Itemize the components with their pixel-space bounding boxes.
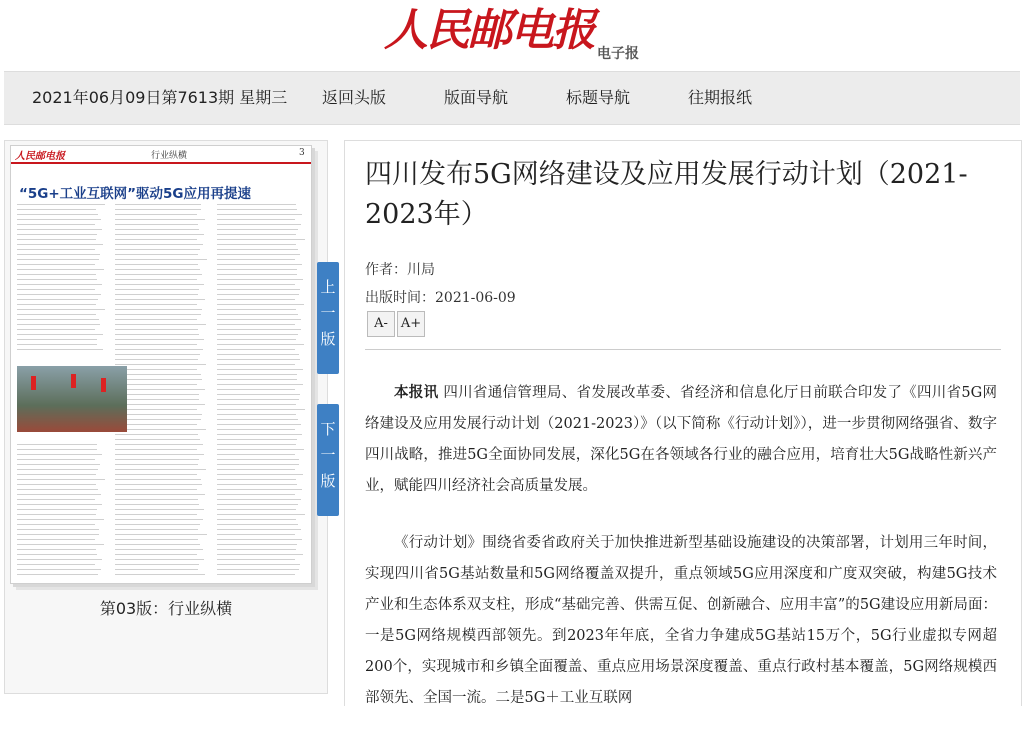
text-line (217, 404, 296, 405)
text-line (217, 574, 295, 575)
text-line (217, 299, 295, 300)
text-line (17, 464, 100, 465)
text-line (17, 334, 103, 335)
text-line (115, 354, 200, 355)
text-line (17, 479, 105, 480)
text-line (115, 379, 202, 380)
text-line (115, 374, 201, 375)
text-line (217, 409, 305, 410)
text-line (115, 359, 198, 360)
text-line (17, 214, 98, 215)
article-title: 四川发布5G网络建设及应用发展行动计划（2021-2023年） (365, 159, 968, 230)
text-line (17, 494, 101, 495)
previous-page-button[interactable] (317, 262, 339, 374)
flag-icon (31, 376, 36, 390)
text-line (217, 474, 303, 475)
page-button-char: 一 (320, 304, 336, 322)
text-line (115, 259, 207, 260)
text-line (115, 524, 200, 525)
article-divider (365, 349, 1001, 350)
text-line (217, 444, 296, 445)
text-line (115, 564, 199, 565)
text-line (115, 229, 199, 230)
text-line (115, 254, 198, 255)
text-line (17, 549, 96, 550)
text-line (115, 404, 205, 405)
text-line (217, 514, 305, 515)
text-line (217, 524, 298, 525)
text-line (17, 499, 95, 500)
text-line (115, 349, 203, 350)
text-line (217, 334, 298, 335)
text-line (115, 479, 201, 480)
text-line (217, 339, 296, 340)
text-line (217, 554, 303, 555)
text-line (217, 244, 296, 245)
article-paragraph-text: 四川省通信管理局、省发展改革委、省经济和信息化厅日前联合印发了《四川省5G网络建设及应用发展行动计划（2021-2023）》（以下简称《行动计划》），进一步贯彻网络强省、数字四川战略，推进5G全面协同发展，深化5G在各领域各行业的融合应用，培育壮大5G战略性新兴产业，赋能四川经济社会高质量发展。 (365, 385, 997, 494)
text-line (115, 429, 206, 430)
nav-past-issues[interactable]: 往期报纸 (688, 88, 753, 107)
text-line (217, 434, 302, 435)
text-line (115, 334, 199, 335)
text-line (17, 569, 101, 570)
text-line (17, 279, 97, 280)
text-line (217, 464, 299, 465)
flag-icon (101, 378, 106, 392)
text-line (217, 329, 301, 330)
text-line (17, 544, 104, 545)
page-thumbnail-panel (4, 140, 328, 694)
text-line (115, 549, 203, 550)
text-line (17, 574, 98, 575)
text-line (217, 459, 299, 460)
article-paragraph (365, 377, 997, 502)
nav-page-navigation[interactable]: 版面导航 (444, 88, 509, 107)
text-line (217, 489, 302, 490)
text-line (217, 304, 304, 305)
text-line (17, 304, 96, 305)
page-button-char: 一 (320, 446, 336, 464)
text-line (217, 359, 300, 360)
text-line (17, 449, 97, 450)
text-line (115, 499, 198, 500)
text-line (217, 224, 301, 225)
text-line (115, 414, 202, 415)
text-line (217, 529, 301, 530)
text-line (17, 239, 96, 240)
text-line (17, 314, 96, 315)
text-line (115, 454, 204, 455)
text-line (115, 269, 200, 270)
text-line (115, 314, 201, 315)
text-line (17, 294, 101, 295)
text-line (217, 274, 297, 275)
text-line (17, 489, 98, 490)
font-decrease-button[interactable]: A- (367, 311, 395, 337)
text-line (17, 259, 99, 260)
text-line (17, 264, 95, 265)
text-line (17, 534, 99, 535)
page-thumbnail[interactable] (10, 145, 312, 584)
nav-back-to-front-page[interactable]: 返回头版 (322, 88, 387, 107)
article-date: 出版时间：2021-06-09 (365, 290, 516, 306)
text-line (217, 264, 302, 265)
text-line (115, 424, 197, 425)
text-line (115, 249, 200, 250)
text-line (217, 389, 295, 390)
text-line (17, 249, 95, 250)
text-line (115, 419, 201, 420)
text-line (115, 224, 198, 225)
text-line (115, 344, 197, 345)
text-line (115, 474, 197, 475)
thumbnail-photo (17, 366, 127, 432)
text-line (217, 269, 297, 270)
text-line (115, 514, 197, 515)
text-line (115, 554, 197, 555)
text-line (115, 534, 207, 535)
site-logo[interactable]: 人民邮电报 (384, 5, 594, 56)
text-line (217, 509, 296, 510)
text-line (217, 294, 299, 295)
text-line (17, 289, 95, 290)
text-line (115, 519, 203, 520)
text-line (217, 284, 295, 285)
text-line (17, 234, 97, 235)
text-line (115, 304, 197, 305)
text-line (217, 314, 298, 315)
text-line (115, 339, 204, 340)
text-line (217, 364, 295, 365)
text-line (217, 309, 296, 310)
flag-icon (71, 374, 76, 388)
thumbnail-section: 行业纵横 (151, 151, 188, 161)
text-line (115, 409, 197, 410)
text-line (217, 204, 296, 205)
text-line (217, 254, 300, 255)
text-line (17, 559, 102, 560)
text-line (17, 484, 96, 485)
text-line (115, 389, 205, 390)
text-line (115, 539, 198, 540)
text-line (115, 509, 204, 510)
text-line (17, 284, 102, 285)
text-line (217, 374, 297, 375)
text-line (115, 439, 200, 440)
text-line (217, 279, 303, 280)
text-line (217, 209, 297, 210)
text-line (17, 474, 96, 475)
text-line (17, 459, 95, 460)
text-line (217, 449, 304, 450)
text-line (217, 379, 297, 380)
text-line (17, 564, 95, 565)
text-line (115, 394, 199, 395)
text-line (17, 319, 99, 320)
text-line (217, 234, 296, 235)
text-line (217, 539, 302, 540)
text-line (217, 249, 298, 250)
text-line (115, 214, 197, 215)
top-nav-bar (4, 71, 1020, 125)
text-line (17, 209, 96, 210)
text-line (115, 484, 202, 485)
text-line (217, 544, 297, 545)
font-increase-button[interactable]: A+ (397, 311, 425, 337)
text-line (17, 444, 97, 445)
text-line (115, 264, 198, 265)
text-line (17, 349, 103, 350)
text-line (115, 399, 199, 400)
page-button-char: 版 (320, 472, 336, 490)
thumbnail-header (11, 146, 311, 164)
page-button-char: 版 (320, 330, 336, 348)
thumbnail-page-number: 3 (299, 148, 305, 158)
site-header (0, 0, 1024, 70)
text-line (17, 324, 100, 325)
text-line (217, 229, 298, 230)
text-line (217, 394, 300, 395)
text-line (115, 309, 202, 310)
text-line (17, 339, 97, 340)
text-line (17, 514, 96, 515)
text-line (217, 469, 295, 470)
text-line (115, 279, 197, 280)
next-page-button[interactable] (317, 404, 339, 516)
article-panel (344, 140, 1022, 706)
text-line (17, 509, 97, 510)
text-line (217, 414, 296, 415)
text-line (217, 439, 297, 440)
text-line (217, 484, 297, 485)
text-line (17, 204, 105, 205)
text-line (217, 239, 305, 240)
article-lead: 本报讯 (394, 384, 439, 401)
text-line (115, 219, 205, 220)
text-line (115, 384, 197, 385)
text-line (17, 529, 99, 530)
text-line (17, 229, 102, 230)
text-line (17, 269, 104, 270)
text-line (115, 244, 203, 245)
article-paragraph: 《行动计划》围绕省委省政府关于加快推进新型基础设施建设的决策部署，计划用三年时间，实现四川省5G基站数量和5G网络覆盖双提升，重点领域5G应用深度和广度双突破，构建5G技术产业和生态体系双支柱，形成“基础完善、供需互促、创新融合、应用丰富”的5G建设应用新局面：一是5G网络规模西部领先。到2023年年底，全省力争建成5G基站15万个，5G行业虚拟专网超200个，实现城市和乡镇全面覆盖、重点应用场景深度覆盖、重点行政村基本覆盖，5G网络规模西部领先、全国一流。二是5G＋工业互联网 (365, 535, 997, 706)
text-line (217, 479, 296, 480)
text-line (115, 209, 201, 210)
text-line (17, 504, 102, 505)
text-line (17, 219, 101, 220)
text-line (17, 344, 97, 345)
text-line (217, 569, 299, 570)
text-line (217, 494, 295, 495)
text-line (17, 329, 95, 330)
text-line (115, 569, 198, 570)
text-line (17, 244, 103, 245)
text-line (217, 564, 300, 565)
text-line (217, 349, 295, 350)
text-line (17, 454, 102, 455)
thumbnail-logo: 人民邮电报 (15, 151, 65, 162)
text-line (17, 254, 100, 255)
text-line (115, 544, 200, 545)
text-line (217, 354, 299, 355)
text-line (217, 384, 303, 385)
nav-title-navigation[interactable]: 标题导航 (566, 88, 631, 107)
text-line (115, 299, 205, 300)
text-line (115, 504, 199, 505)
text-line (17, 539, 95, 540)
text-line (115, 469, 206, 470)
text-line (217, 289, 300, 290)
text-line (217, 399, 299, 400)
text-line (17, 524, 95, 525)
text-line (115, 369, 197, 370)
page-button-char: 上 (320, 278, 336, 296)
text-line (17, 469, 98, 470)
text-line (17, 274, 96, 275)
text-line (217, 219, 295, 220)
text-line (217, 344, 304, 345)
text-line (217, 369, 303, 370)
text-line (115, 559, 204, 560)
text-line (217, 424, 301, 425)
text-line (17, 554, 97, 555)
text-line (17, 299, 98, 300)
text-line (217, 454, 295, 455)
text-line (217, 534, 295, 535)
text-line (115, 529, 198, 530)
text-line (115, 434, 198, 435)
text-line (115, 574, 205, 575)
text-line (115, 489, 197, 490)
site-logo-subtitle: 电子报 (597, 46, 639, 62)
text-line (17, 309, 105, 310)
thumbnail-caption[interactable]: 第03版：行业纵横 (99, 599, 233, 618)
text-line (217, 319, 301, 320)
text-line (217, 214, 302, 215)
text-line (115, 444, 203, 445)
text-line (115, 319, 197, 320)
text-line (217, 519, 296, 520)
text-line (115, 494, 205, 495)
text-line (217, 549, 296, 550)
text-line (115, 239, 197, 240)
issue-info: 2021年06月09日第7613期 星期三 (32, 88, 288, 107)
text-line (115, 234, 204, 235)
text-line (115, 204, 201, 205)
text-line (115, 324, 206, 325)
page-button-char: 下 (320, 420, 336, 438)
text-line (115, 294, 198, 295)
text-line (217, 324, 295, 325)
text-line (115, 274, 202, 275)
text-line (115, 459, 199, 460)
text-line (217, 504, 298, 505)
text-line (115, 364, 206, 365)
text-line (115, 284, 204, 285)
text-line (217, 429, 295, 430)
text-line (115, 464, 198, 465)
text-line (217, 259, 295, 260)
thumbnail-headline[interactable]: “5G+工业互联网”驱动5G应用再提速 (19, 186, 252, 202)
article-author: 作者：川局 (365, 262, 435, 278)
text-line (217, 559, 295, 560)
text-line (115, 329, 198, 330)
text-line (115, 449, 197, 450)
article-body (365, 377, 997, 740)
text-line (217, 419, 298, 420)
text-line (17, 519, 104, 520)
text-line (217, 499, 301, 500)
text-line (115, 289, 199, 290)
text-line (17, 224, 95, 225)
